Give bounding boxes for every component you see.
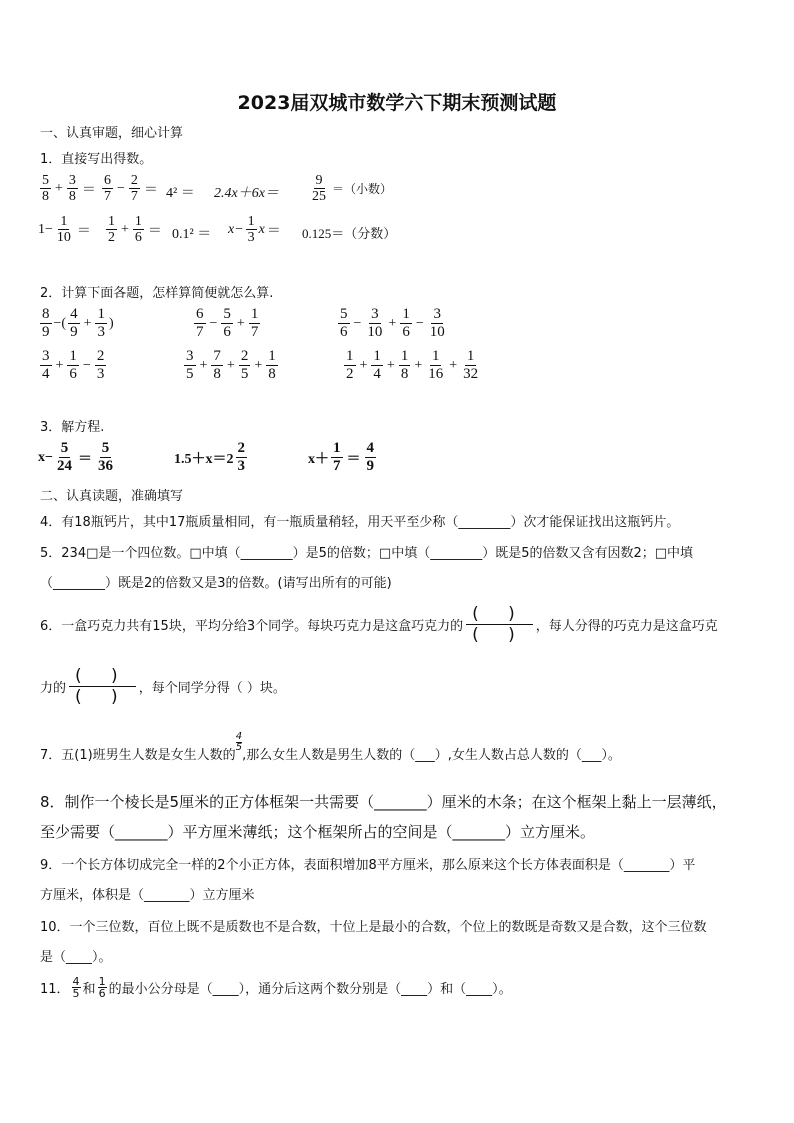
q1-expr-i: x− $\frac{1}{3}$ x ＝	[228, 214, 281, 245]
q1-expr-e: $\frac{9}{25}$ ＝（小数）	[312, 173, 393, 204]
q1-expr-c: 4² ＝	[166, 186, 195, 201]
question-10-line-1: 10．一个三位数，百位上既不是质数也不是合数，十位上是最小的合数，个位上的数既是奇数又是合数，这个三位数	[40, 920, 707, 935]
question-8-line-2: 至少需要（_______）平方厘米薄纸；这个框架所占的空间是（_______）立方厘米。	[40, 823, 596, 841]
question-9-line-1: 9．一个长方体切成完全一样的2个小正方体，表面积增加8平方厘米，那么原来这个长方体表面积是（_______）平	[40, 858, 696, 873]
question-7: 7．五(1)班男生人数是女生人数的 $\frac{4}{5}$ ,那么女生人数是男生人数的（___）,女生人数占总人数的（___）。	[40, 731, 621, 763]
question-6-line-2: 力的 $\frac{( )}{( )}$ ，每个同学分得（ ）块。	[40, 666, 286, 707]
q1-expr-b: $\frac{6}{7}$ − $\frac{2}{7}$ ＝	[104, 173, 158, 204]
question-5-line-1: 5．234□是一个四位数。□中填（________）是5的倍数；□中填（________）既是5的倍数又含有因数2；□中填	[40, 546, 694, 561]
q2-expr-5: $\frac{3}{5}$ + $\frac{7}{8}$ + $\frac{2}{5}$ + $\frac{1}{8}$	[186, 348, 276, 382]
q2-expr-6: $\frac{1}{2}$ + $\frac{1}{4}$ + $\frac{1}{8}$ + $\frac{1}{16}$ + $\frac{1}{32}$	[346, 348, 479, 382]
question-4: 4．有18瓶钙片，其中17瓶质量相同，有一瓶质量稍轻，用天平至少称（________）次才能保证找出这瓶钙片。	[40, 515, 680, 530]
question-9-line-2: 方厘米，体积是（_______）立方厘米	[40, 888, 255, 903]
q1-expr-f: 1− $\frac{1}{10}$ ＝	[38, 214, 91, 245]
question-11: 11． $\frac{4}{5}$ 和 $\frac{1}{6}$ 的最小公分母是（____），通分后这两个数分别是（____）和（____）。	[40, 975, 512, 1000]
q2-expr-2: $\frac{6}{7}$ − $\frac{5}{6}$ + $\frac{1}{7}$	[196, 306, 259, 340]
q2-expr-1: $\frac{8}{9}$ −( $\frac{4}{9}$ + $\frac{1}{3}$ )	[42, 306, 114, 340]
q1-expr-d: 2.4x＋6x＝	[214, 186, 279, 201]
question-8-line-1: 8．制作一个棱长是5厘米的正方体框架一共需要（_______）厘米的木条；在这个框架上黏上一层薄纸，	[40, 793, 727, 811]
question-1-label: 1．直接写出得数。	[40, 152, 153, 167]
q1-expr-j: 0.125＝（分数）	[302, 226, 397, 241]
question-5-line-2: （________）既是2的倍数又是3的倍数。(请写出所有的可能)	[40, 576, 392, 591]
q7-fraction: $\frac{4}{5}$	[235, 731, 243, 753]
question-3-label: 3．解方程.	[40, 420, 105, 435]
q2-expr-3: $\frac{5}{6}$ − $\frac{3}{10}$ + $\frac{1}{6}$ − $\frac{3}{10}$	[340, 306, 445, 340]
q2-expr-4: $\frac{3}{4}$ + $\frac{1}{6}$ − $\frac{2}{3}$	[42, 348, 105, 382]
q6-blank-fraction-1: $\frac{( )}{( )}$	[466, 604, 533, 645]
q3-equation-1: x− $\frac{5}{24}$ ＝ $\frac{5}{36}$	[38, 440, 113, 474]
page-title: 2023届双城市数学六下期末预测试题	[237, 92, 557, 114]
section-heading-1: 一、认真审题，细心计算	[40, 126, 184, 141]
question-6-line-1: 6．一盒巧克力共有15块，平均分给3个同学。每块巧克力是这盒巧克力的 $\frac{( )}{( )}$ ，每人分得的巧克力是这盒巧克	[40, 604, 718, 645]
q1-expr-a: $\frac{5}{8}$ + $\frac{3}{8}$ ＝	[42, 173, 96, 204]
q1-expr-h: 0.1² ＝	[172, 227, 212, 242]
question-2-label: 2．计算下面各题，怎样算简便就怎么算.	[40, 286, 274, 301]
section-heading-2: 二、认真读题，准确填写	[40, 489, 184, 504]
q6-blank-fraction-2: $\frac{( )}{( )}$	[69, 666, 136, 707]
q3-equation-2: 1.5＋x＝2 $\frac{2}{3}$	[174, 440, 245, 474]
q1-expr-g: $\frac{1}{2}$ + $\frac{1}{6}$ ＝	[108, 214, 162, 245]
question-10-line-2: 是（____）。	[40, 950, 112, 965]
q3-equation-3: x＋ $\frac{1}{7}$ ＝ $\frac{4}{9}$	[308, 440, 374, 474]
